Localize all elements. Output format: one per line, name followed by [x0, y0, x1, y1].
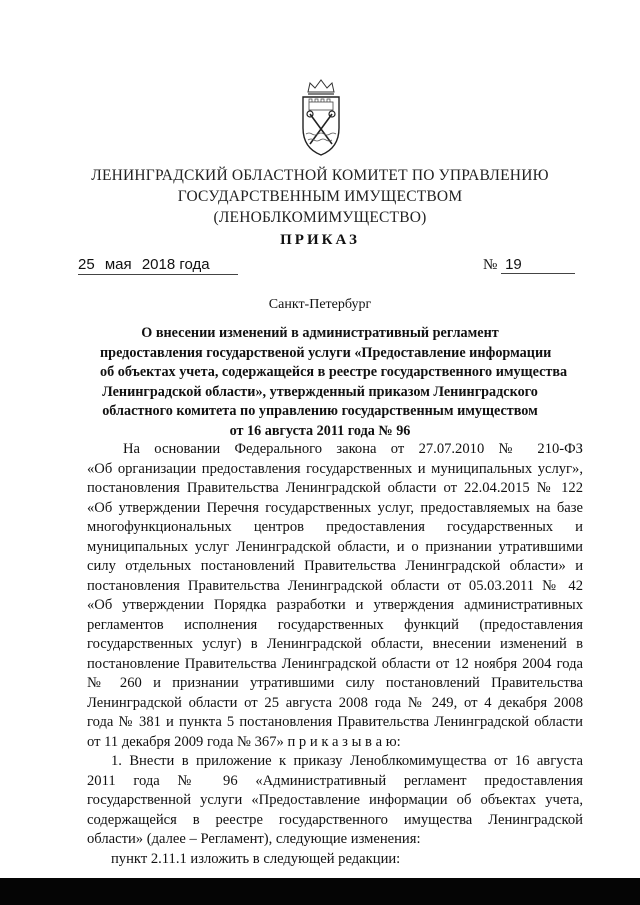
heading-line: областного комитета по управлению государственным имуществом: [102, 403, 538, 419]
body-line: регламентов исполнения государственных функций (предоставления: [87, 616, 583, 633]
body-line: от 11 декабря 2009 года № 367» п р и к а з ы в а ю:: [87, 733, 401, 750]
number-value: 19: [501, 256, 575, 274]
order-number: [483, 256, 575, 274]
date-month: мая: [104, 256, 132, 273]
body-line: области» (далее – Регламент), следующие изменения:: [87, 831, 421, 847]
committee-line-3: (ЛЕНОБЛКОМИМУЩЕСТВО): [213, 209, 427, 226]
body-line: постановления Правительства Ленинградской области от 22.04.2015 № 122: [87, 480, 583, 496]
heading-line: О внесении изменений в административный регламент: [141, 325, 499, 341]
number-label: №: [483, 257, 498, 273]
body-line: постановление Правительства Ленинградской области от 12 ноября 2004 года: [87, 655, 583, 672]
body-line: 1. Внести в приложение к приказу Леноблкомимущества от 16 августа: [111, 753, 583, 769]
body-line: Ленинградской области от 25 августа 2008 года № 249, от 4 декабря 2008: [87, 694, 583, 711]
body-line: № 260 и признании утратившими силу постановлений Правительства: [87, 675, 583, 691]
body-line: многофункциональных центров предоставления государственных и: [87, 519, 583, 535]
body-line: государственной услуги «Предоставление информации об объектах учета,: [87, 792, 583, 808]
heading-line: от 16 августа 2011 года № 96: [229, 422, 411, 439]
body-line: года № 381 и пункта 5 постановления Правительства Ленинградской области: [87, 714, 583, 730]
document-type-title: ПРИКАЗ: [280, 232, 360, 248]
city-name: Санкт-Петербург: [268, 297, 372, 312]
heading-line: предоставления государственой услуги «Предоставление информации: [100, 344, 552, 361]
heading-line: Ленинградской области», утвержденный приказом Ленинградского: [102, 383, 538, 400]
body-line: На основании Федерального закона от 27.07.2010 № 210-ФЗ: [123, 441, 583, 457]
committee-line-2: ГОСУДАРСТВЕННЫМ ИМУЩЕСТВОМ: [177, 188, 463, 205]
body-line: «Об организации предоставления государственных и муниципальных услуг»,: [87, 460, 583, 477]
body-line: государственных услуг) в Ленинградской области, внесении изменений в: [87, 636, 583, 652]
body-line: силу отдельных постановлений Правительства Ленинградской области» и: [87, 558, 583, 574]
committee-line-1: ЛЕНИНГРАДСКИЙ ОБЛАСТНОЙ КОМИТЕТ ПО УПРАВЛЕНИЮ: [91, 167, 549, 184]
order-date: [78, 256, 238, 275]
body-line: содержащейся в реестре государственного имущества Ленинградской: [87, 811, 583, 828]
body-line: «Об утверждении Порядка разработки и утверждения административных: [87, 597, 583, 613]
scan-border-bar: [0, 878, 640, 905]
body-line: «Об утверждении Перечня государственных услуг, предоставляемых на базе: [87, 499, 583, 516]
date-day: 25: [78, 256, 95, 273]
date-year: 2018 года: [141, 256, 210, 273]
heading-line: об объектах учета, содержащейся в реестре государственного имущества: [100, 364, 568, 380]
body-line: 2011 года № 96 «Административный регламент предоставления: [87, 772, 583, 789]
body-line: постановления Правительства Ленинградской области от 05.03.2011 № 42: [87, 577, 583, 594]
body-line: пункт 2.11.1 изложить в следующей редакции:: [111, 850, 401, 867]
body-line: муниципальных услуг Ленинградской области, и о признании утратившими: [87, 538, 583, 555]
order-body: [87, 440, 583, 869]
committee-name: [60, 165, 580, 228]
order-heading: [100, 324, 568, 441]
coat-of-arms-emblem: [300, 78, 342, 158]
